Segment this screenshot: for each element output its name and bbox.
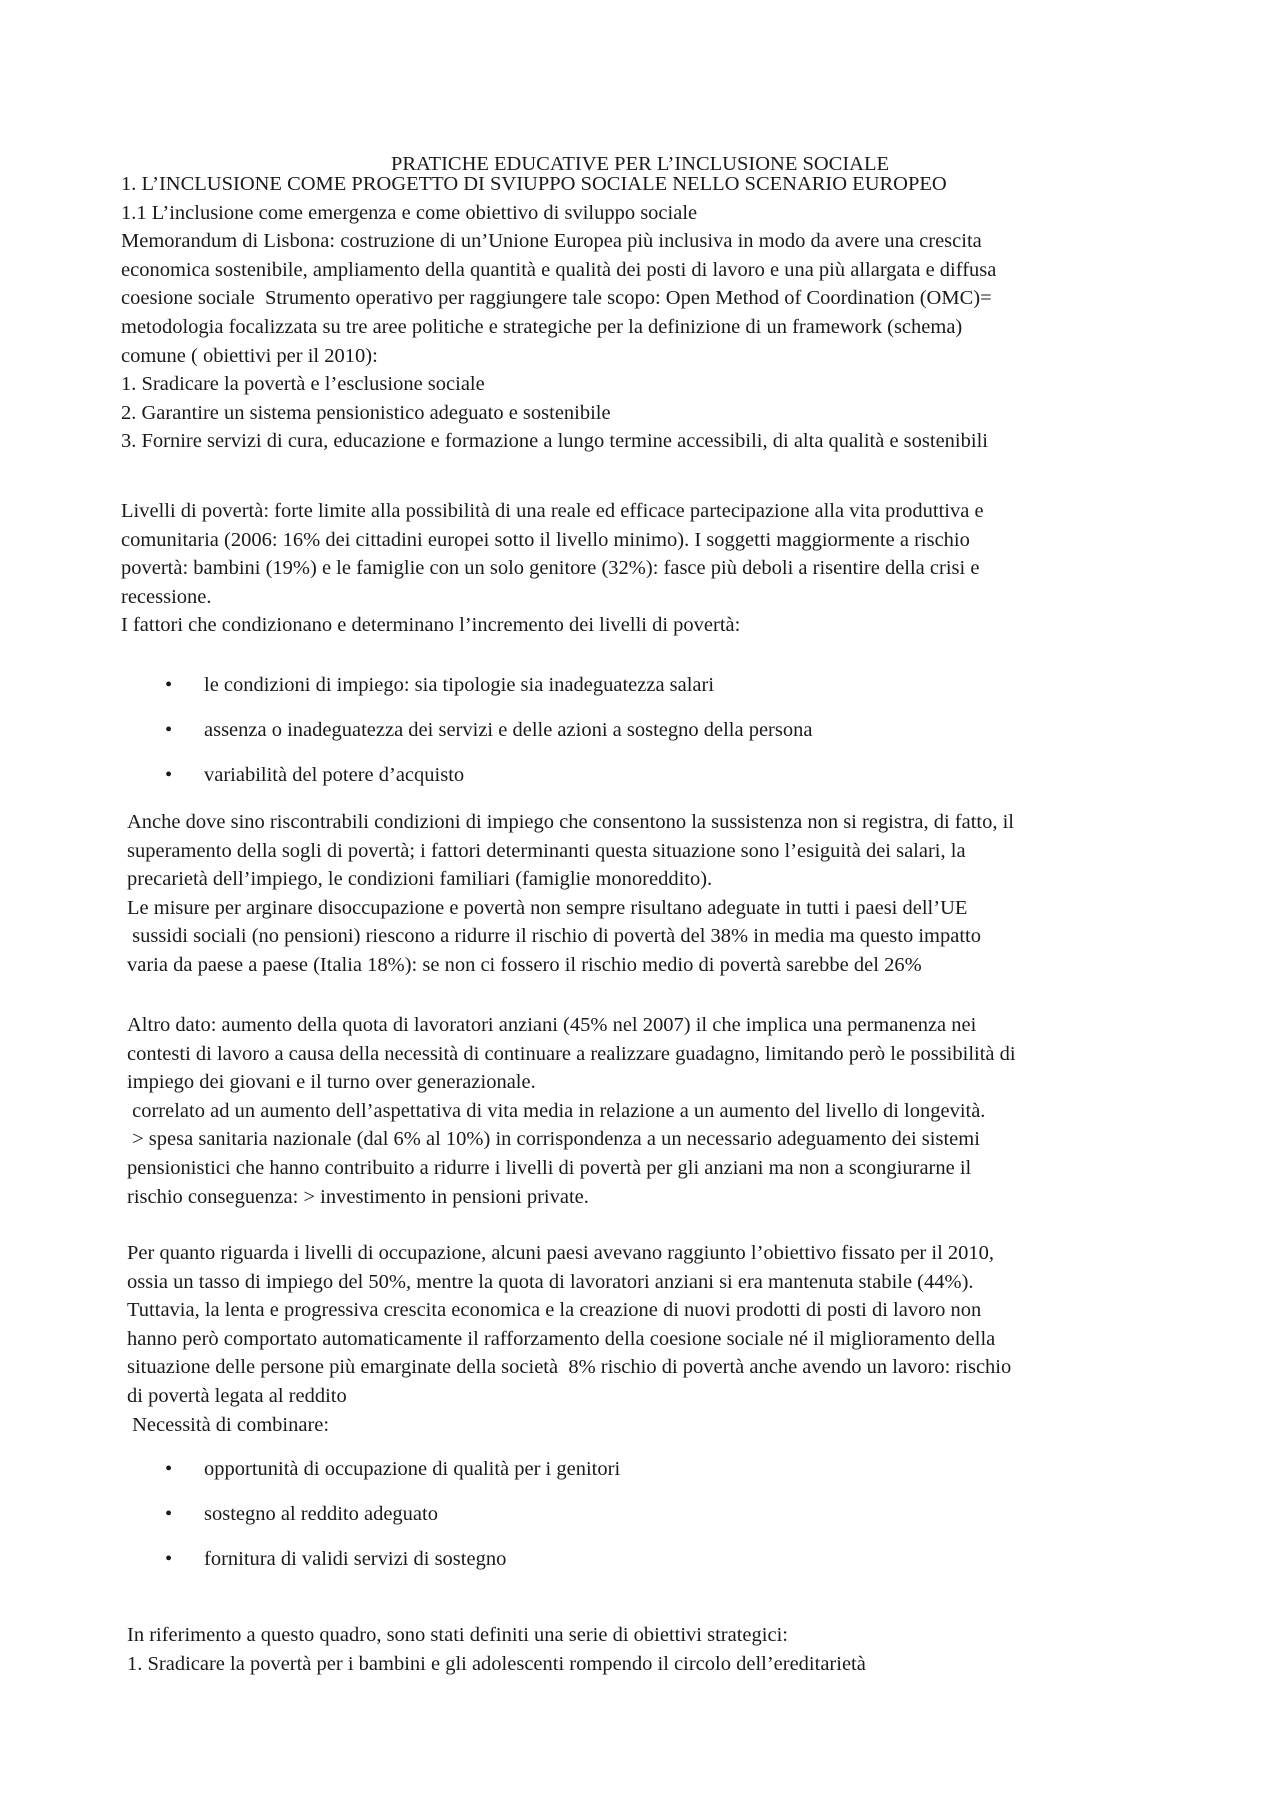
bullet-text: le condizioni di impiego: sia tipologie sia inadeguatezza salari (204, 674, 715, 696)
list-item: 3. Fornire servizi di cura, educazione e formazione a lungo termine accessibili, di alta qualità e sostenibili (121, 430, 988, 453)
text-line: Altro dato: aumento della quota di lavoratori anziani (45% nel 2007) il che implica una permanenza nei (127, 1014, 977, 1036)
text-line: recessione. (121, 585, 212, 608)
bullet-text: opportunità di occupazione di qualità per i genitori (204, 1458, 621, 1480)
paragraph-occupation-levels (127, 1239, 1187, 1439)
bullet-text: fornitura di validi servizi di sostegno (204, 1548, 507, 1570)
bullet-icon: • (165, 1548, 173, 1570)
section-intro (121, 170, 1181, 456)
list-item: 1. Sradicare la povertà per i bambini e gli adolescenti rompendo il circolo dell’ereditarietà (127, 1652, 866, 1675)
subsection-heading: 1.1 L’inclusione come emergenza e come obiettivo di sviluppo sociale (121, 201, 698, 224)
text-line: correlato ad un aumento dell’aspettativa di vita media in relazione a un aumento del livello di longevità. (127, 1099, 986, 1122)
text-line: superamento della sogli di povertà; i fattori determinanti questa situazione sono l’esiguità dei salari, la (127, 839, 966, 862)
text-line: impiego dei giovani e il turno over generazionale. (127, 1071, 536, 1094)
list-item: 1. Sradicare la povertà e l’esclusione sociale (121, 373, 485, 396)
text-line: > spesa sanitaria nazionale (dal 6% al 10%) in corrispondenza a un necessario adeguamento dei sistemi (127, 1128, 980, 1151)
text-line: rischio conseguenza: > investimento in pensioni private. (127, 1185, 589, 1208)
bullet-text: variabilità del potere d’acquisto (204, 764, 465, 786)
text-line: In riferimento a questo quadro, sono stati definiti una serie di obiettivi strategici: (127, 1624, 788, 1646)
bullet-icon: • (165, 1503, 173, 1525)
text-line: I fattori che condizionano e determinano l’incremento dei livelli di povertà: (121, 614, 741, 637)
section-heading: 1. L’INCLUSIONE COME PROGETTO DI SVIUPPO SOCIALE NELLO SCENARIO EUROPEO (121, 173, 947, 195)
text-line: metodologia focalizzata su tre aree politiche e strategiche per la definizione di un framework (schema) (121, 315, 963, 338)
text-line: precarietà dell’impiego, le condizioni familiari (famiglie monoreddito). (127, 868, 713, 891)
text-line: ossia un tasso di impiego del 50%, mentre la quota di lavoratori anziani si era mantenuta stabile (44%). (127, 1270, 974, 1293)
text-line: comune ( obiettivi per il 2010): (121, 344, 378, 367)
text-line: economica sostenibile, ampliamento della quantità e qualità dei posti di lavoro e una più allargata e diffusa (121, 258, 997, 281)
paragraph-older-workers (127, 1011, 1187, 1211)
paragraph-employment-conditions (127, 808, 1187, 980)
bullet-icon: • (165, 719, 173, 741)
text-line: coesione sociale Strumento operativo per raggiungere tale scopo: Open Method of Coordination (OMC)= (121, 287, 992, 310)
text-line: povertà: bambini (19%) e le famiglie con un solo genitore (32%): fasce più deboli a risentire della crisi e (121, 557, 980, 580)
text-line: Livelli di povertà: forte limite alla possibilità di una reale ed efficace partecipazione alla vita produttiva e (121, 500, 984, 522)
bullet-text: sostegno al reddito adeguato (204, 1503, 438, 1525)
text-line: hanno però comportato automaticamente il rafforzamento della coesione sociale né il miglioramento della (127, 1327, 996, 1350)
list-item: 2. Garantire un sistema pensionistico adeguato e sostenibile (121, 401, 611, 424)
document-title: PRATICHE EDUCATIVE PER L’INCLUSIONE SOCIALE (390, 153, 890, 175)
bullet-text: assenza o inadeguatezza dei servizi e delle azioni a sostegno della persona (204, 719, 813, 741)
text-line: Per quanto riguarda i livelli di occupazione, alcuni paesi avevano raggiunto l’obiettivo fissato per il 2010, (127, 1242, 995, 1264)
text-line: Tuttavia, la lenta e progressiva crescita economica e la creazione di nuovi prodotti di posti di lavoro non (127, 1299, 982, 1322)
text-line: Le misure per arginare disoccupazione e povertà non sempre risultano adeguate in tutti i paesi dell’UE (127, 896, 968, 919)
text-line: situazione delle persone più emarginate della società 8% rischio di povertà anche avendo un lavoro: rischio (127, 1356, 1012, 1379)
text-line: contesti di lavoro a causa della necessità di continuare a realizzare guadagno, limitando però le possibilità di (127, 1042, 1016, 1065)
text-line: sussidi sociali (no pensioni) riescono a ridurre il rischio di povertà del 38% in media ma questo impatto (127, 925, 981, 948)
text-line: pensionistici che hanno contribuito a ridurre i livelli di povertà per gli anziani ma non a scongiurarne il (127, 1156, 972, 1179)
text-line: comunitaria (2006: 16% dei cittadini europei sotto il livello minimo). I soggetti maggiormente a rischio (121, 528, 970, 551)
text-line: di povertà legata al reddito (127, 1384, 347, 1407)
text-line: Anche dove sino riscontrabili condizioni di impiego che consentono la sussistenza non si registra, di fatto, il (127, 811, 1015, 833)
text-line: Necessità di combinare: (127, 1413, 330, 1436)
paragraph-strategic-objectives (127, 1621, 1187, 1678)
bullet-icon: • (165, 674, 173, 696)
paragraph-poverty-levels (121, 497, 1181, 640)
text-line: varia da paese a paese (Italia 18%): se non ci fossero il rischio medio di povertà sarebbe del 26% (127, 953, 922, 976)
bullet-icon: • (165, 764, 173, 786)
bullet-icon: • (165, 1458, 173, 1480)
text-line: Memorandum di Lisbona: costruzione di un’Unione Europea più inclusiva in modo da avere una crescita (121, 230, 982, 253)
